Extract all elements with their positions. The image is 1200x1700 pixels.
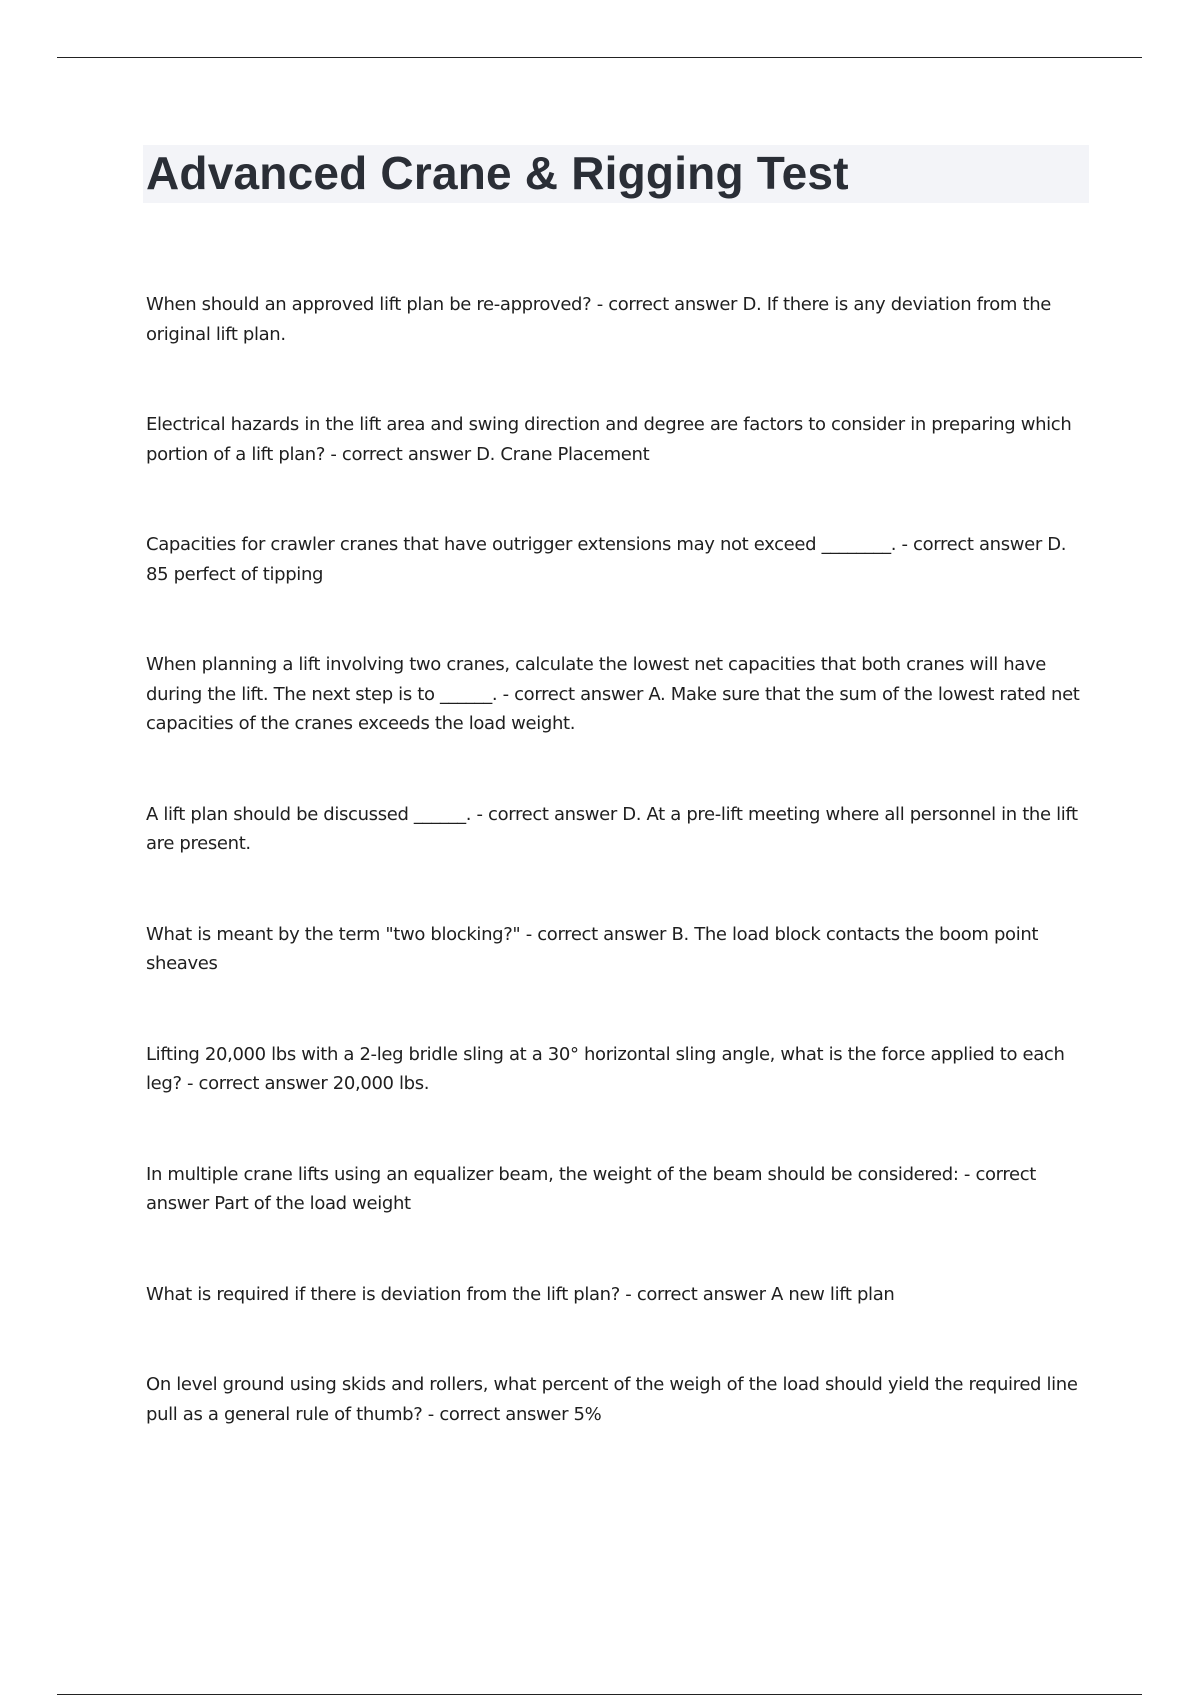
question-item-9: What is required if there is deviation from the lift plan? - correct answer A new lift plan: [146, 1283, 895, 1305]
question-item-2: Electrical hazards in the lift area and swing direction and degree are factors to consider in preparing which portion of a lift plan? - correct answer D. Crane Placement: [146, 414, 1072, 465]
question-item-8: In multiple crane lifts using an equalizer beam, the weight of the beam should be considered: - correct answer Part of the load weight: [146, 1163, 1037, 1214]
question-item-6: What is meant by the term "two blocking?" - correct answer B. The load block contacts the boom point sheaves: [146, 923, 1039, 974]
question-item-5: A lift plan should be discussed ______. - correct answer D. At a pre-lift meeting where all personnel in the lift are present.: [146, 803, 1078, 854]
header-rule: [57, 57, 1142, 58]
question-item-4: When planning a lift involving two cranes, calculate the lowest net capacities that both cranes will have during the lift. The next step is to ______. - correct answer A. Make sure that the sum of the lowest rated net capacities of the cranes exceeds the load weight.: [146, 654, 1080, 734]
question-item-1: When should an approved lift plan be re-approved? - correct answer D. If there is any deviation from the original lift plan.: [146, 294, 1051, 345]
question-item-7: Lifting 20,000 lbs with a 2-leg bridle sling at a 30° horizontal sling angle, what is the force applied to each leg? - correct answer 20,000 lbs.: [146, 1043, 1065, 1094]
document-title: Advanced Crane & Rigging Test: [146, 147, 849, 199]
question-item-10: On level ground using skids and rollers, what percent of the weigh of the load should yield the required line pull as a general rule of thumb? - correct answer 5%: [146, 1374, 1078, 1425]
question-item-3: Capacities for crawler cranes that have outrigger extensions may not exceed ________. - correct answer D. 85 perfect of tipping: [146, 534, 1067, 585]
question-list: [146, 290, 1090, 1429]
footer-rule: [57, 1694, 1142, 1695]
